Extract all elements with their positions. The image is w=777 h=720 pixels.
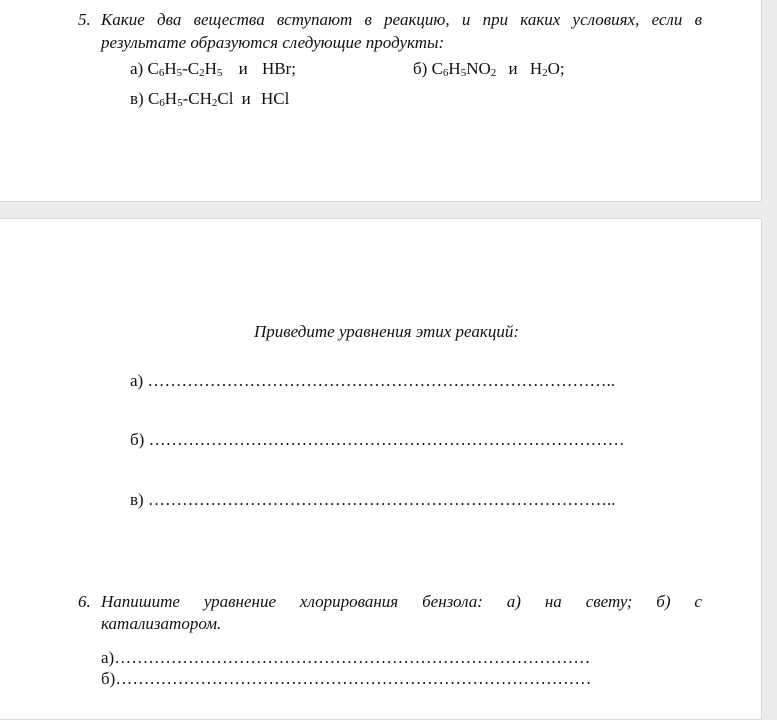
word: при (482, 10, 509, 29)
answer-blank[interactable]: ………………………………………………………………………… (115, 669, 592, 688)
line-label: б) (101, 669, 116, 688)
line-label: а) (130, 371, 144, 390)
word: Напишите (101, 592, 180, 611)
option-label: а) (130, 59, 144, 78)
word: а) (506, 592, 521, 611)
word: уравнение (203, 592, 277, 611)
word: в (694, 10, 702, 29)
q5-option-v (130, 89, 289, 109)
q6-answer-a[interactable] (101, 647, 590, 668)
word: б) (656, 592, 671, 611)
q5-number: 5. (78, 10, 91, 29)
q6-number: 6. (78, 592, 91, 611)
word: если (651, 10, 683, 29)
word: условиях, (572, 10, 640, 29)
conjunction: и (508, 59, 518, 78)
word: с (694, 592, 702, 611)
word: два (157, 10, 182, 29)
formula-hbr: HBr; (261, 59, 296, 78)
conjunction: и (238, 59, 248, 78)
line-label: а) (101, 648, 115, 667)
line-label: б) (130, 430, 145, 449)
equation-line-b[interactable] (130, 429, 625, 450)
answer-blank[interactable]: ……………………………………………………………………….. (147, 371, 615, 390)
q5-option-b (413, 59, 565, 79)
document-page-2 (0, 218, 762, 720)
word: реакцию, (384, 10, 450, 29)
equations-title: Приведите уравнения этих реакций: (254, 322, 519, 341)
answer-blank[interactable]: ………………………………………………………………………… (114, 648, 591, 667)
word: вступают (276, 10, 353, 29)
formula-nitrobenzene: $C_6H_5NO_2$ (431, 59, 497, 79)
word: в (364, 10, 372, 29)
word: свету; (585, 592, 633, 611)
word: каких (520, 10, 561, 29)
conjunction: и (241, 89, 251, 108)
formula-water: $H_2O$; (529, 59, 565, 79)
q5-option-a (130, 59, 296, 79)
equation-line-a[interactable] (130, 370, 615, 391)
option-label: б) (413, 59, 428, 78)
word: вещества (193, 10, 265, 29)
word: хлорирования (299, 592, 399, 611)
option-label: в) (130, 89, 144, 108)
line-label: в) (130, 490, 144, 509)
equation-line-v[interactable] (130, 489, 615, 510)
document-page-1 (0, 0, 762, 202)
q6-answer-b[interactable] (101, 668, 591, 689)
word: бензола: (422, 592, 483, 611)
q5-line-1 (101, 10, 702, 30)
q5-line-2: результате образуются следующие продукты: (101, 33, 445, 52)
formula-ethylbenzene: $C_6H_5-C_2H_5$ (147, 59, 223, 79)
word: и (461, 10, 471, 29)
answer-blank[interactable]: ………………………………………………………………………… (148, 430, 625, 449)
q6-line-1 (101, 592, 702, 612)
word: Какие (101, 10, 145, 29)
formula-benzyl-chloride: $C_6H_5-CH_2Cl$ (147, 89, 234, 109)
formula-hcl: HCl (261, 89, 290, 108)
q6-line-2: катализатором. (101, 614, 222, 633)
answer-blank[interactable]: ……………………………………………………………………….. (147, 490, 616, 509)
word: на (544, 592, 562, 611)
